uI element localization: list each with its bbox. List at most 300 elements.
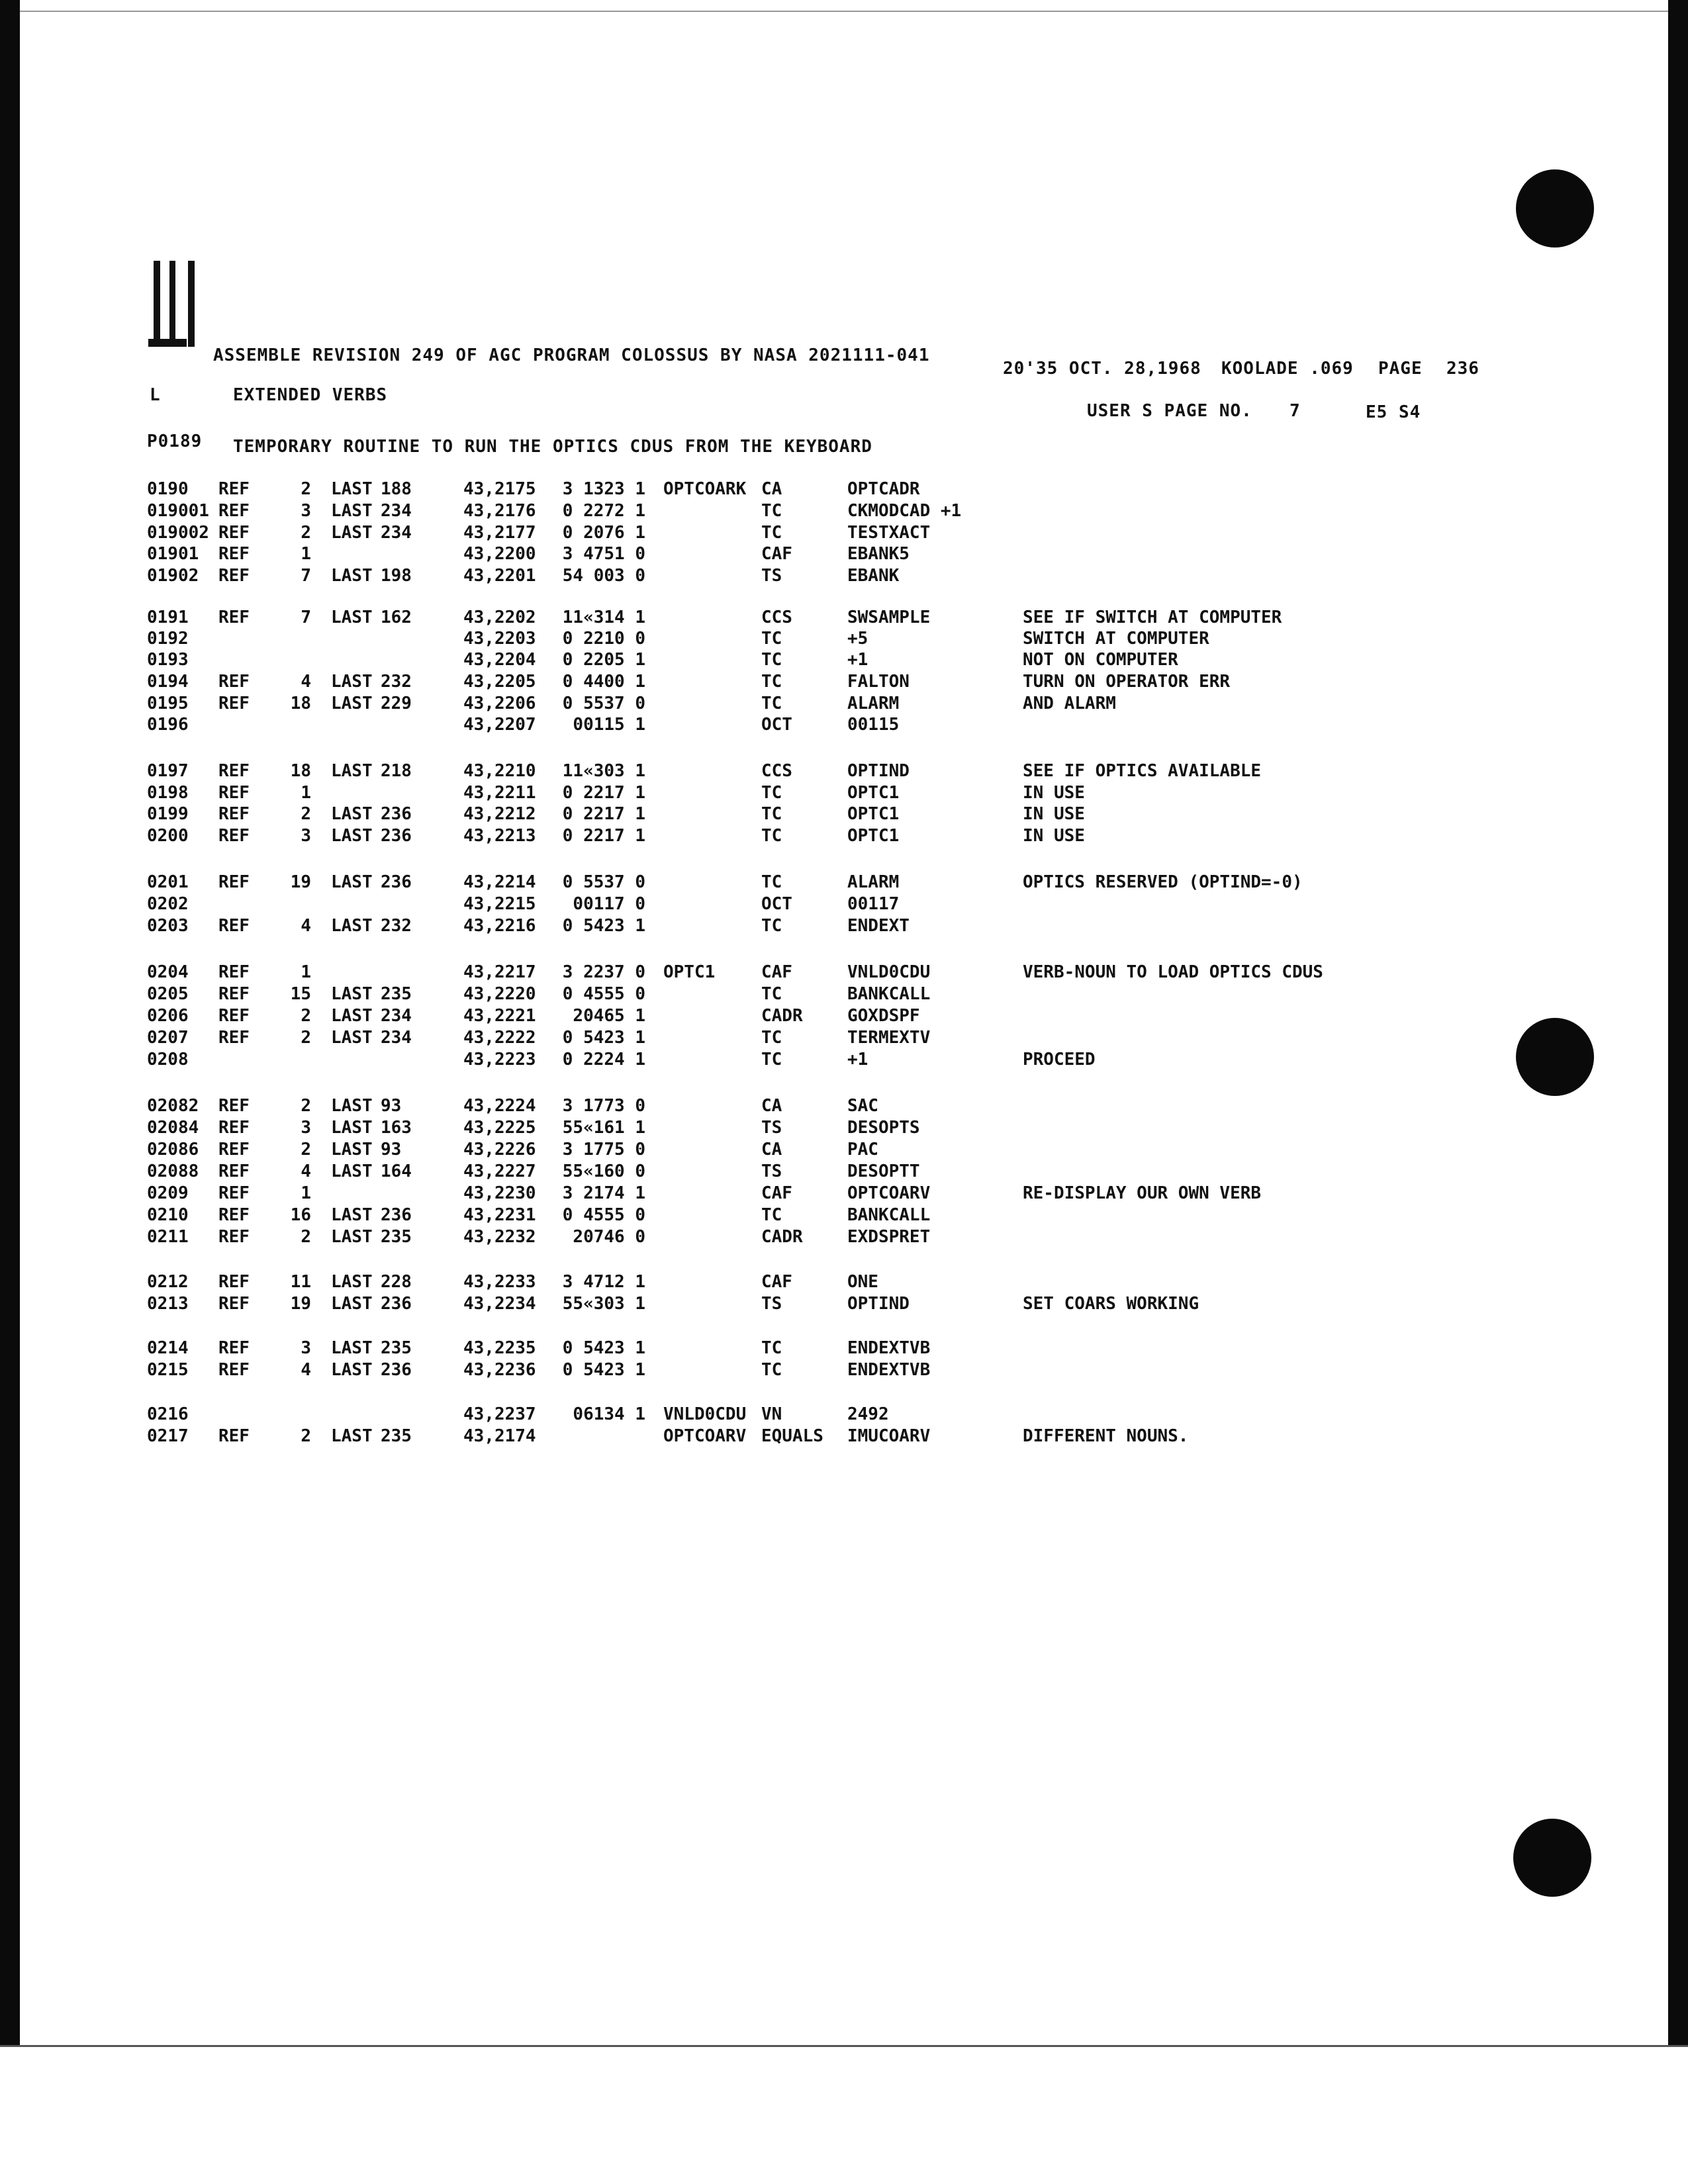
listing-row xyxy=(0,1360,1688,1383)
octal-code: 0 5537 0 xyxy=(562,694,645,713)
last-marker: LAST xyxy=(331,1096,373,1116)
opcode: TC xyxy=(761,523,782,543)
listing-row xyxy=(0,1272,1688,1295)
ref-marker: REF xyxy=(218,1227,250,1247)
octal-code: 00117 0 xyxy=(573,894,645,914)
listing-row xyxy=(0,1096,1688,1118)
operand: 00117 xyxy=(847,894,900,914)
listing-row xyxy=(0,962,1688,985)
octal-code: 55«161 1 xyxy=(562,1118,645,1138)
address: 43,2176 xyxy=(463,501,536,521)
ref-count: 4 xyxy=(301,1360,311,1380)
opcode: TC xyxy=(761,872,782,892)
last-marker: LAST xyxy=(331,1360,373,1380)
line-number: 0206 xyxy=(147,1006,189,1026)
operand: 00115 xyxy=(847,715,900,735)
line-number: 0202 xyxy=(147,894,189,914)
address: 43,2221 xyxy=(463,1006,536,1026)
ref-marker: REF xyxy=(218,1360,250,1380)
octal-code: 0 4400 1 xyxy=(562,672,645,692)
ref-count: 15 xyxy=(290,984,311,1004)
address: 43,2220 xyxy=(463,984,536,1004)
listing-row xyxy=(0,608,1688,630)
last-page: 234 xyxy=(381,1006,412,1026)
last-page: 163 xyxy=(381,1118,412,1138)
last-marker: LAST xyxy=(331,872,373,892)
symbol-label: OPTCOARV xyxy=(663,1426,747,1446)
last-marker: LAST xyxy=(331,1426,373,1446)
last-marker: LAST xyxy=(331,1140,373,1160)
symbol-label: OPTCOARK xyxy=(663,479,747,499)
page-number: 236 xyxy=(1446,359,1479,379)
comment: IN USE xyxy=(1023,783,1085,803)
last-marker: LAST xyxy=(331,804,373,824)
octal-code: 0 5423 1 xyxy=(562,916,645,936)
comment: SET COARS WORKING xyxy=(1023,1294,1199,1314)
operand: IMUCOARV xyxy=(847,1426,931,1446)
opcode: CCS xyxy=(761,761,792,781)
operand: +5 xyxy=(847,629,868,649)
ref-marker: REF xyxy=(218,608,250,627)
opcode: TC xyxy=(761,1028,782,1048)
routine-title: TEMPORARY ROUTINE TO RUN THE OPTICS CDUS FROM THE KEYBOARD xyxy=(233,437,872,457)
ref-count: 1 xyxy=(301,544,311,564)
octal-code: 0 2205 1 xyxy=(562,650,645,670)
ref-marker: REF xyxy=(218,1426,250,1446)
address: 43,2222 xyxy=(463,1028,536,1048)
operand: EXDSPRET xyxy=(847,1227,931,1247)
ref-count: 2 xyxy=(301,479,311,499)
ref-marker: REF xyxy=(218,566,250,586)
operand: BANKCALL xyxy=(847,984,931,1004)
ref-marker: REF xyxy=(218,501,250,521)
ref-marker: REF xyxy=(218,1118,250,1138)
last-page: 236 xyxy=(381,804,412,824)
address: 43,2174 xyxy=(463,1426,536,1446)
opcode: TC xyxy=(761,650,782,670)
operand: FALTON xyxy=(847,672,910,692)
listing-row xyxy=(0,1050,1688,1072)
comment: VERB-NOUN TO LOAD OPTICS CDUS xyxy=(1023,962,1323,982)
octal-code: 20746 0 xyxy=(573,1227,645,1247)
listing-row xyxy=(0,916,1688,938)
opcode: OCT xyxy=(761,715,792,735)
listing-row xyxy=(0,566,1688,588)
last-page: 235 xyxy=(381,1338,412,1358)
comment: SEE IF OPTICS AVAILABLE xyxy=(1023,761,1262,781)
address: 43,2203 xyxy=(463,629,536,649)
operand: DESOPTT xyxy=(847,1161,920,1181)
octal-code: 06134 1 xyxy=(573,1404,645,1424)
last-page: 93 xyxy=(381,1140,402,1160)
e5s4-code: E5 S4 xyxy=(1366,402,1421,422)
operand: ALARM xyxy=(847,872,900,892)
line-number: 0198 xyxy=(147,783,189,803)
address: 43,2206 xyxy=(463,694,536,713)
opcode: CAF xyxy=(761,1272,792,1292)
opcode: TC xyxy=(761,826,782,846)
listing-row xyxy=(0,761,1688,784)
ref-marker: REF xyxy=(218,672,250,692)
listing-row xyxy=(0,826,1688,848)
operand: OPTC1 xyxy=(847,783,900,803)
ref-marker: REF xyxy=(218,1028,250,1048)
ref-marker: REF xyxy=(218,1338,250,1358)
address: 43,2234 xyxy=(463,1294,536,1314)
ref-marker: REF xyxy=(218,1272,250,1292)
last-page: 236 xyxy=(381,1294,412,1314)
ref-count: 19 xyxy=(290,1294,311,1314)
operand: +1 xyxy=(847,1050,868,1069)
last-marker: LAST xyxy=(331,826,373,846)
ref-count: 1 xyxy=(301,783,311,803)
opcode: TS xyxy=(761,1161,782,1181)
ref-count: 2 xyxy=(301,1006,311,1026)
ref-count: 2 xyxy=(301,523,311,543)
comment: TURN ON OPERATOR ERR xyxy=(1023,672,1231,692)
last-page: 234 xyxy=(381,1028,412,1048)
symbol-label: VNLD0CDU xyxy=(663,1404,747,1424)
line-number: 0215 xyxy=(147,1360,189,1380)
page-label: PAGE xyxy=(1378,359,1423,379)
listing-row xyxy=(0,1183,1688,1206)
ref-marker: REF xyxy=(218,984,250,1004)
operand: SWSAMPLE xyxy=(847,608,931,627)
address: 43,2233 xyxy=(463,1272,536,1292)
line-number: 0205 xyxy=(147,984,189,1004)
listing-row xyxy=(0,715,1688,737)
last-page: 236 xyxy=(381,872,412,892)
address: 43,2223 xyxy=(463,1050,536,1069)
last-page: 232 xyxy=(381,916,412,936)
operand: OPTIND xyxy=(847,761,910,781)
users-page-number: 7 xyxy=(1289,401,1301,421)
listing-row xyxy=(0,672,1688,694)
operand: OPTCADR xyxy=(847,479,920,499)
last-marker: LAST xyxy=(331,608,373,627)
line-number: 0199 xyxy=(147,804,189,824)
address: 43,2232 xyxy=(463,1227,536,1247)
ref-count: 11 xyxy=(290,1272,311,1292)
address: 43,2212 xyxy=(463,804,536,824)
listing-row xyxy=(0,1227,1688,1250)
ref-marker: REF xyxy=(218,962,250,982)
last-page: 234 xyxy=(381,523,412,543)
octal-code: 20465 1 xyxy=(573,1006,645,1026)
opcode: CA xyxy=(761,479,782,499)
ref-count: 4 xyxy=(301,672,311,692)
octal-code: 0 5423 1 xyxy=(562,1360,645,1380)
last-page: 93 xyxy=(381,1096,402,1116)
address: 43,2231 xyxy=(463,1205,536,1225)
last-page: 218 xyxy=(381,761,412,781)
address: 43,2227 xyxy=(463,1161,536,1181)
address: 43,2235 xyxy=(463,1338,536,1358)
last-page: 232 xyxy=(381,672,412,692)
line-number: 0194 xyxy=(147,672,189,692)
octal-code: 3 1323 1 xyxy=(562,479,645,499)
listing-row xyxy=(0,523,1688,545)
line-number: 0216 xyxy=(147,1404,189,1424)
listing-row xyxy=(0,1161,1688,1184)
octal-code: 00115 1 xyxy=(573,715,645,735)
operand: TESTXACT xyxy=(847,523,931,543)
ref-marker: REF xyxy=(218,916,250,936)
ref-count: 18 xyxy=(290,761,311,781)
octal-code: 0 4555 0 xyxy=(562,984,645,1004)
comment: AND ALARM xyxy=(1023,694,1116,713)
opcode: EQUALS xyxy=(761,1426,823,1446)
octal-code: 0 2272 1 xyxy=(562,501,645,521)
last-page: 188 xyxy=(381,479,412,499)
address: 43,2207 xyxy=(463,715,536,735)
line-number: 01901 xyxy=(147,544,199,564)
ref-marker: REF xyxy=(218,544,250,564)
address: 43,2230 xyxy=(463,1183,536,1203)
opcode: TS xyxy=(761,566,782,586)
last-marker: LAST xyxy=(331,501,373,521)
timestamp: 20'35 OCT. 28,1968 xyxy=(1003,359,1201,379)
last-page: 229 xyxy=(381,694,412,713)
ref-marker: REF xyxy=(218,479,250,499)
ref-count: 7 xyxy=(301,566,311,586)
address: 43,2211 xyxy=(463,783,536,803)
line-number: 0211 xyxy=(147,1227,189,1247)
section-letter: L xyxy=(150,385,161,405)
last-marker: LAST xyxy=(331,1161,373,1181)
line-number: 02088 xyxy=(147,1161,199,1181)
last-marker: LAST xyxy=(331,1118,373,1138)
last-page: 236 xyxy=(381,1205,412,1225)
address: 43,2214 xyxy=(463,872,536,892)
opcode: TC xyxy=(761,1050,782,1069)
last-marker: LAST xyxy=(331,1272,373,1292)
line-number: 0196 xyxy=(147,715,189,735)
line-number: 0213 xyxy=(147,1294,189,1314)
address: 43,2217 xyxy=(463,962,536,982)
ref-count: 18 xyxy=(290,694,311,713)
operand: ENDEXT xyxy=(847,916,910,936)
listing-row xyxy=(0,1028,1688,1050)
line-number: 0214 xyxy=(147,1338,189,1358)
ref-marker: REF xyxy=(218,761,250,781)
octal-code: 3 1773 0 xyxy=(562,1096,645,1116)
address: 43,2215 xyxy=(463,894,536,914)
octal-code: 55«303 1 xyxy=(562,1294,645,1314)
address: 43,2224 xyxy=(463,1096,536,1116)
listing-row xyxy=(0,1140,1688,1162)
last-marker: LAST xyxy=(331,761,373,781)
last-page: 164 xyxy=(381,1161,412,1181)
line-number: 0197 xyxy=(147,761,189,781)
last-marker: LAST xyxy=(331,1205,373,1225)
last-marker: LAST xyxy=(331,984,373,1004)
opcode: TS xyxy=(761,1294,782,1314)
listing-row xyxy=(0,894,1688,917)
operand: SAC xyxy=(847,1096,878,1116)
ref-marker: REF xyxy=(218,1205,250,1225)
comment: SEE IF SWITCH AT COMPUTER xyxy=(1023,608,1282,627)
line-number: 0201 xyxy=(147,872,189,892)
listing-row xyxy=(0,872,1688,895)
listing-row xyxy=(0,984,1688,1007)
line-number: 0217 xyxy=(147,1426,189,1446)
operand: OPTC1 xyxy=(847,826,900,846)
operand: OPTC1 xyxy=(847,804,900,824)
ref-marker: REF xyxy=(218,523,250,543)
comment: NOT ON COMPUTER xyxy=(1023,650,1178,670)
operand: VNLD0CDU xyxy=(847,962,931,982)
last-marker: LAST xyxy=(331,1227,373,1247)
last-marker: LAST xyxy=(331,916,373,936)
listing-row xyxy=(0,629,1688,651)
last-marker: LAST xyxy=(331,672,373,692)
operand: PAC xyxy=(847,1140,878,1160)
listing-row xyxy=(0,544,1688,567)
ref-count: 16 xyxy=(290,1205,311,1225)
octal-code: 0 4555 0 xyxy=(562,1205,645,1225)
operand: CKMODCAD +1 xyxy=(847,501,962,521)
octal-code: 0 5423 1 xyxy=(562,1338,645,1358)
last-marker: LAST xyxy=(331,1338,373,1358)
comment: IN USE xyxy=(1023,804,1085,824)
opcode: CAF xyxy=(761,962,792,982)
address: 43,2237 xyxy=(463,1404,536,1424)
octal-code: 0 5423 1 xyxy=(562,1028,645,1048)
line-number: 0193 xyxy=(147,650,189,670)
ref-marker: REF xyxy=(218,1294,250,1314)
address: 43,2204 xyxy=(463,650,536,670)
line-number: 0191 xyxy=(147,608,189,627)
listing-row xyxy=(0,1338,1688,1361)
opcode: VN xyxy=(761,1404,782,1424)
address: 43,2236 xyxy=(463,1360,536,1380)
opcode: CADR xyxy=(761,1227,803,1247)
section-title: EXTENDED VERBS xyxy=(233,385,388,405)
routine-id: P0189 xyxy=(147,432,203,451)
opcode: CADR xyxy=(761,1006,803,1026)
operand: TERMEXTV xyxy=(847,1028,931,1048)
operand: OPTCOARV xyxy=(847,1183,931,1203)
ref-marker: REF xyxy=(218,1096,250,1116)
ref-count: 3 xyxy=(301,826,311,846)
ref-count: 19 xyxy=(290,872,311,892)
comment: SWITCH AT COMPUTER xyxy=(1023,629,1209,649)
line-number: 02084 xyxy=(147,1118,199,1138)
ref-count: 1 xyxy=(301,1183,311,1203)
last-marker: LAST xyxy=(331,1028,373,1048)
operand: 2492 xyxy=(847,1404,889,1424)
opcode: CA xyxy=(761,1140,782,1160)
listing-row xyxy=(0,1006,1688,1028)
address: 43,2200 xyxy=(463,544,536,564)
comment: IN USE xyxy=(1023,826,1085,846)
opcode: TC xyxy=(761,1205,782,1225)
opcode: TC xyxy=(761,1360,782,1380)
opcode: TS xyxy=(761,1118,782,1138)
last-marker: LAST xyxy=(331,694,373,713)
last-page: 236 xyxy=(381,826,412,846)
ref-count: 3 xyxy=(301,1338,311,1358)
users-page-label: USER S PAGE NO. xyxy=(1087,401,1252,421)
address: 43,2202 xyxy=(463,608,536,627)
listing-row xyxy=(0,1404,1688,1427)
ref-count: 2 xyxy=(301,804,311,824)
octal-code: 3 2237 0 xyxy=(562,962,645,982)
line-number: 0210 xyxy=(147,1205,189,1225)
octal-code: 0 2076 1 xyxy=(562,523,645,543)
last-page: 236 xyxy=(381,1360,412,1380)
last-page: 228 xyxy=(381,1272,412,1292)
listing-row xyxy=(0,783,1688,805)
operand: OPTIND xyxy=(847,1294,910,1314)
address: 43,2205 xyxy=(463,672,536,692)
operand: ALARM xyxy=(847,694,900,713)
listing-row xyxy=(0,804,1688,827)
ref-count: 2 xyxy=(301,1426,311,1446)
line-number: 0192 xyxy=(147,629,189,649)
assemble-header: ASSEMBLE REVISION 249 OF AGC PROGRAM COLOSSUS BY NASA 2021111-041 xyxy=(213,345,930,365)
opcode: TC xyxy=(761,629,782,649)
ref-marker: REF xyxy=(218,1161,250,1181)
line-number: 0207 xyxy=(147,1028,189,1048)
address: 43,2210 xyxy=(463,761,536,781)
address: 43,2177 xyxy=(463,523,536,543)
last-marker: LAST xyxy=(331,566,373,586)
comment: RE-DISPLAY OUR OWN VERB xyxy=(1023,1183,1262,1203)
line-number: 0195 xyxy=(147,694,189,713)
opcode: TC xyxy=(761,984,782,1004)
ref-count: 1 xyxy=(301,962,311,982)
operand: ONE xyxy=(847,1272,878,1292)
ref-marker: REF xyxy=(218,804,250,824)
opcode: TC xyxy=(761,916,782,936)
opcode: CAF xyxy=(761,1183,792,1203)
listing-row xyxy=(0,694,1688,716)
ref-count: 2 xyxy=(301,1096,311,1116)
last-page: 198 xyxy=(381,566,412,586)
ref-count: 4 xyxy=(301,1161,311,1181)
comment: PROCEED xyxy=(1023,1050,1096,1069)
listing-row xyxy=(0,1118,1688,1140)
comment: DIFFERENT NOUNS. xyxy=(1023,1426,1189,1446)
octal-code: 3 4751 0 xyxy=(562,544,645,564)
ref-marker: REF xyxy=(218,1183,250,1203)
line-number: 0203 xyxy=(147,916,189,936)
last-marker: LAST xyxy=(331,523,373,543)
line-number: 019002 xyxy=(147,523,209,543)
line-number: 0190 xyxy=(147,479,189,499)
octal-code: 3 2174 1 xyxy=(562,1183,645,1203)
last-page: 235 xyxy=(381,1426,412,1446)
listing-row xyxy=(0,479,1688,502)
operand: GOXDSPF xyxy=(847,1006,920,1026)
opcode: TC xyxy=(761,694,782,713)
listing-row xyxy=(0,1294,1688,1316)
operand: ENDEXTVB xyxy=(847,1338,931,1358)
address: 43,2226 xyxy=(463,1140,536,1160)
octal-code: 0 2210 0 xyxy=(562,629,645,649)
listing-row xyxy=(0,1205,1688,1228)
listing-row xyxy=(0,501,1688,523)
last-marker: LAST xyxy=(331,1006,373,1026)
octal-code: 11«314 1 xyxy=(562,608,645,627)
ref-count: 3 xyxy=(301,1118,311,1138)
operand: EBANK5 xyxy=(847,544,910,564)
address: 43,2175 xyxy=(463,479,536,499)
line-number: 0204 xyxy=(147,962,189,982)
octal-code: 0 2217 1 xyxy=(562,826,645,846)
